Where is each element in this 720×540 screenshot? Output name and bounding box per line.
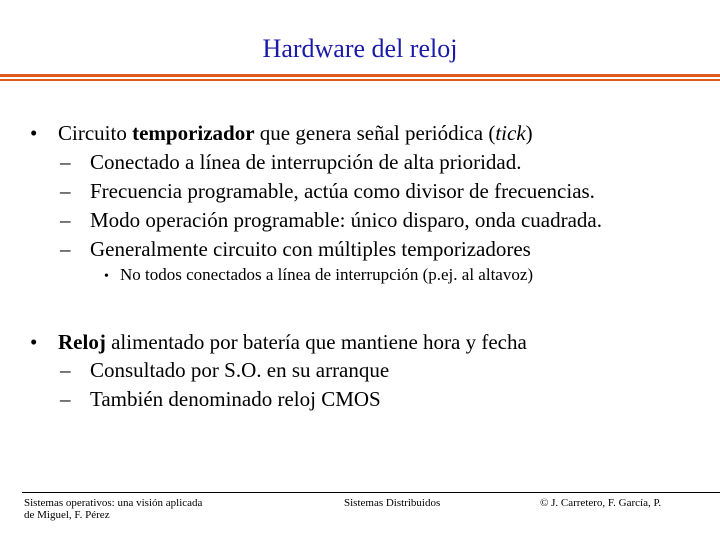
title-divider	[0, 74, 720, 81]
footer-authors: de Miguel, F. Pérez	[24, 509, 110, 521]
dash-marker: –	[60, 208, 71, 232]
bullet-clock-bold: Reloj	[58, 330, 106, 354]
subitem-text: Modo operación programable: único disparo, onda cuadrada.	[90, 208, 602, 232]
subitem-text: Generalmente circuito con múltiples temporizadores	[90, 237, 531, 261]
subitem-multiple-timers	[60, 237, 531, 262]
dash-marker: –	[60, 358, 71, 382]
bullet-marker: •	[30, 121, 38, 145]
bullet-clock	[30, 330, 527, 355]
bullet-timer-italic: tick	[495, 121, 526, 145]
bullet-timer-middle: que genera señal periódica (	[254, 121, 496, 145]
subitem-text: También denominado reloj CMOS	[90, 387, 381, 411]
dash-marker: –	[60, 179, 71, 203]
footer-course: Sistemas Distribuidos	[344, 497, 441, 509]
footer-book-title: Sistemas operativos: una visión aplicada	[24, 497, 203, 509]
bullet-timer-bold: temporizador	[132, 121, 255, 145]
subitem-consulted	[60, 358, 389, 383]
subitem-interrupt-line	[60, 150, 522, 175]
subitem-text: Frecuencia programable, actúa como divisor de frecuencias.	[90, 179, 595, 203]
subitem-operation-mode	[60, 208, 602, 233]
bullet-timer	[30, 121, 533, 146]
subitem-text: Consultado por S.O. en su arranque	[90, 358, 390, 382]
dash-marker: –	[60, 150, 71, 174]
subsubitem-text: No todos conectados a línea de interrupción (p.ej. al altavoz)	[120, 265, 534, 284]
subitem-text: Conectado a línea de interrupción de alta prioridad.	[90, 150, 522, 174]
bullet-timer-suffix: )	[525, 121, 533, 145]
bullet-clock-suffix: alimentado por batería que mantiene hora y fecha	[105, 330, 527, 354]
dash-marker: –	[60, 237, 71, 261]
footer-left	[24, 497, 202, 521]
footer-copyright: © J. Carretero, F. García, P.	[540, 497, 662, 509]
subitem-frequency	[60, 179, 595, 204]
dash-marker: –	[60, 387, 71, 411]
bullet-marker: •	[30, 330, 38, 354]
bullet-marker: •	[104, 269, 109, 284]
subitem-cmos	[60, 387, 381, 412]
subsubitem-speaker	[104, 265, 533, 285]
bullet-timer-prefix: Circuito	[58, 121, 133, 145]
footer-divider	[22, 492, 720, 493]
slide-title: Hardware del reloj	[262, 34, 458, 63]
